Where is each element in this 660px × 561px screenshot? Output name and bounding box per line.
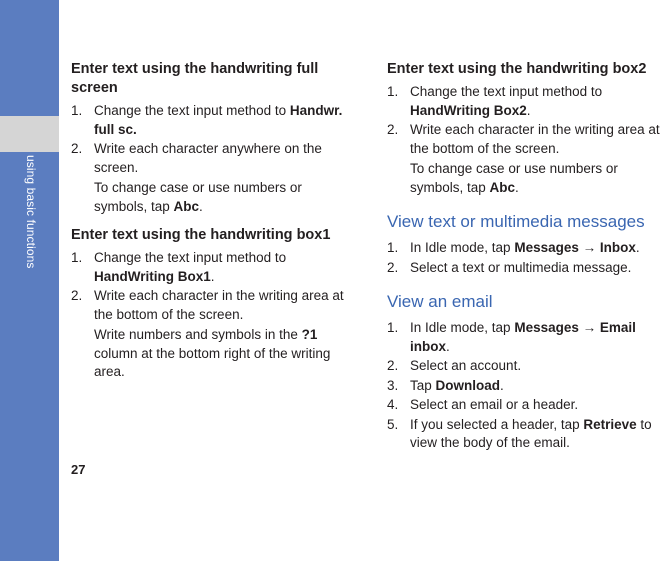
step-note <box>387 160 660 197</box>
list-item <box>387 416 660 453</box>
step-text: In Idle mode, tap <box>410 320 515 335</box>
step-text: Select a text or multimedia message. <box>410 259 632 275</box>
step-note <box>71 326 356 382</box>
section-label: using basic functions <box>24 155 38 269</box>
step-text: Write each character in the writing area at the bottom of the screen. <box>410 122 660 156</box>
heading-view-email: View an email <box>387 292 493 311</box>
page-number: 27 <box>71 462 86 477</box>
arrow-icon: → <box>578 320 600 335</box>
step-text-end: . <box>500 377 504 393</box>
step-text-end: to view the body of the email. <box>410 416 652 450</box>
step-number: 2. <box>387 259 399 275</box>
heading-handwriting-box2: Enter text using the handwriting box2 <box>387 61 647 77</box>
left-column <box>71 60 356 392</box>
step-text: Write each character anywhere on the screen. <box>94 141 322 175</box>
step-number: 2. <box>71 141 83 156</box>
menu-inbox: Inbox <box>599 240 636 255</box>
step-number: 1. <box>387 84 399 99</box>
list-item <box>387 357 660 376</box>
menu-email-inbox: Email inbox <box>410 320 636 354</box>
list-item <box>387 377 660 396</box>
note-text-end: column at the bottom right of the writing area. <box>94 345 331 379</box>
arrow-icon: → <box>578 240 600 255</box>
list-item <box>387 396 660 415</box>
list-item <box>387 239 660 258</box>
step-text: In Idle mode, tap <box>410 240 515 255</box>
step-option: Handwr. full sc. <box>94 103 343 137</box>
step-number: 2. <box>387 358 399 373</box>
sidebar <box>0 0 59 561</box>
heading-handwriting-box1: Enter text using the handwriting box1 <box>71 227 331 243</box>
step-number: 1. <box>387 240 399 255</box>
list-item <box>387 319 660 356</box>
step-text-end: . <box>526 102 531 118</box>
step-number: 5. <box>387 416 399 432</box>
list-item <box>387 259 660 278</box>
steps-list <box>71 249 356 324</box>
step-number: 2. <box>387 122 399 137</box>
list-item <box>71 140 356 177</box>
note-text: Write numbers and symbols in the <box>94 327 302 342</box>
steps-list <box>387 239 660 277</box>
step-number: 1. <box>71 250 83 265</box>
step-text-end: . <box>210 268 215 284</box>
step-option: Download <box>435 377 501 393</box>
note-text-end: . <box>199 198 203 214</box>
menu-messages: Messages <box>514 320 579 335</box>
heading-handwriting-full-screen: Enter text using the handwriting full screen <box>71 61 319 96</box>
note-option: Abc <box>489 179 516 195</box>
step-note <box>71 179 356 216</box>
step-text: Tap <box>410 377 436 393</box>
step-number: 2. <box>71 288 83 303</box>
list-item <box>71 102 356 139</box>
step-text: Change the text input method to <box>94 103 290 118</box>
step-number: 1. <box>71 103 83 118</box>
step-option: Retrieve <box>583 416 637 432</box>
note-option: Abc <box>173 198 200 214</box>
note-text: To change case or use numbers or symbols, tap <box>410 161 618 195</box>
note-option: ?1 <box>301 327 318 342</box>
right-column <box>387 60 660 463</box>
step-text: Write each character in the writing area at the bottom of the screen. <box>94 288 344 322</box>
steps-list <box>387 319 660 453</box>
step-text: Select an email or a header. <box>410 397 579 412</box>
step-text: Change the text input method to <box>410 84 603 99</box>
step-number: 3. <box>387 377 399 393</box>
list-item <box>71 287 356 324</box>
step-number: 4. <box>387 397 399 412</box>
step-text: Change the text input method to <box>94 250 287 265</box>
steps-list <box>387 83 660 158</box>
step-option: HandWriting Box2 <box>410 102 527 118</box>
heading-view-messages: View text or multimedia messages <box>387 212 645 231</box>
steps-list <box>71 102 356 177</box>
list-item <box>387 83 660 120</box>
step-option: HandWriting Box1 <box>94 268 211 284</box>
menu-messages: Messages <box>514 240 579 255</box>
step-text-end: . <box>635 240 640 255</box>
note-text: To change case or use numbers or symbols, tap <box>94 180 302 214</box>
step-text: If you selected a header, tap <box>410 416 584 432</box>
step-number: 1. <box>387 320 399 335</box>
step-text: Select an account. <box>410 358 522 373</box>
step-text-end: . <box>446 338 450 354</box>
note-text-end: . <box>515 179 519 195</box>
sidebar-tab <box>0 116 59 152</box>
list-item <box>71 249 356 286</box>
list-item <box>387 121 660 158</box>
